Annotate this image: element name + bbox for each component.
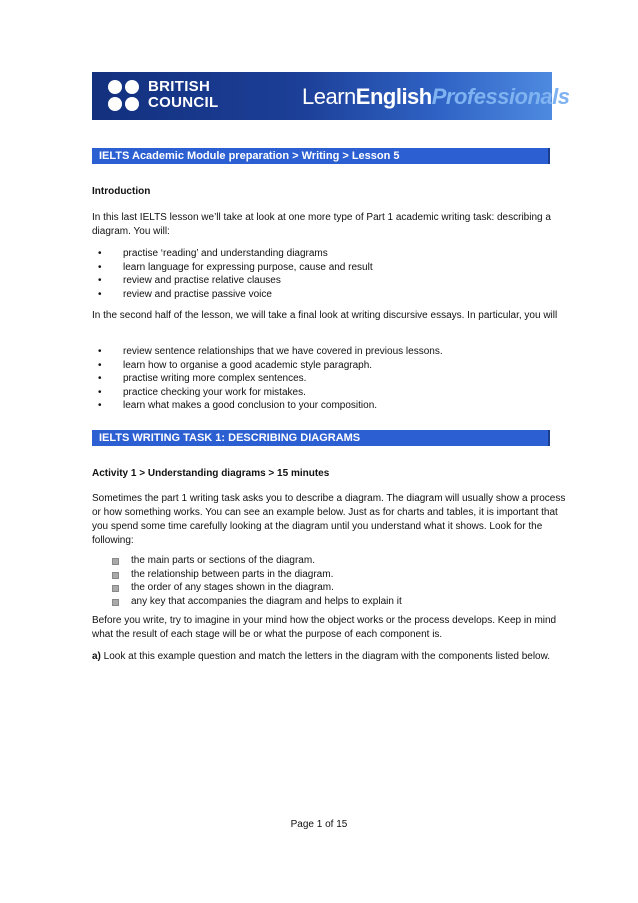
square-bullet-icon — [112, 585, 119, 592]
task-section-bar: IELTS WRITING TASK 1: DESCRIBING DIAGRAMS — [92, 430, 550, 446]
square-bullet-icon — [112, 558, 119, 565]
activity-paragraph: Sometimes the part 1 writing task asks you to describe a diagram. The diagram will usually show a process or how something works. You can see an example below. Just as for charts and tables, it is important that you spend some time carefully looking at the diagram until you understand what it shows. Look for the following: — [92, 493, 566, 546]
task-a-label: a) — [92, 651, 101, 662]
square-bullet-icon — [112, 572, 119, 579]
header-banner — [92, 72, 570, 120]
square-bullet-icon — [112, 599, 119, 606]
task-a-text: Look at this example question and match the letters in the diagram with the components listed below. — [100, 651, 551, 662]
british-council-logo — [108, 78, 238, 114]
british-council-dots-icon — [108, 80, 144, 112]
introduction-paragraph: In this last IELTS lesson we’ll take at look at one more type of Part 1 academic writing task: describing a diagram. You will: — [92, 212, 551, 237]
task-a-paragraph — [92, 650, 572, 664]
second-half-paragraph: In the second half of the lesson, we will take a final look at writing discursive essays. In particular, you will — [92, 310, 558, 321]
introduction-heading: Introduction — [92, 186, 151, 197]
document-page: BRITISH COUNCIL LearnEnglishProfessionals IELTS Academic Module preparation > Writing > Lesson 5 Introduction In this last IELTS lesson we’ll take at look at one more type of Part 1 academic writing task: describing a diagram. You will: • practise ‘reading’ and understanding diagrams • learn language for expressing purpose, cause and result • review and practise relative clauses • review and practise passive voice In the second half of the lesson, we will take a final look at writing discursive essays. In particular, you will • review sentence relationships that we have covered in previous lessons. • learn how to organise a good academic style paragraph. • practise writing more complex sentences. • practice checking your work for mistakes. • learn what makes a good conclusion to your composition. IELTS WRITING TASK 1: DESCRIBING DIAGRAMS Activity 1 > Understanding diagrams > 15 minutes Sometimes the part 1 writing task asks you to describe a diagram. The diagram will usually show a process or how something works. You can see an example below. Just as for charts and tables, it is important that you spend some time carefully looking at the diagram until you understand what it shows. Look for the following: the main parts or sections of the diagram. the relationship between parts in the diagram. the order of any stages shown in the diagram. any key that accompanies the diagram and helps to explain it Before you write, try to imagine in your mind how the object works or the process develops. Keep in mind what the result of each stage will be or what the purpose of each component is. a) Look at this example question and match the letters in the diagram with the components listed below. Page 1 of 15 — [0, 0, 638, 903]
page-number: Page 1 of 15 — [290, 819, 348, 830]
learnenglish-professionals-logo: LearnEnglishProfessionals — [302, 84, 570, 109]
before-you-write-paragraph: Before you write, try to imagine in your mind how the object works or the process develops. Keep in mind what the result of each stage will be or what the purpose of each component is. — [92, 615, 557, 640]
british-council-wordmark: BRITISH COUNCIL — [148, 78, 219, 111]
breadcrumb-bar: IELTS Academic Module preparation > Writing > Lesson 5 — [92, 148, 550, 164]
activity-heading: Activity 1 > Understanding diagrams > 15 minutes — [92, 468, 330, 479]
